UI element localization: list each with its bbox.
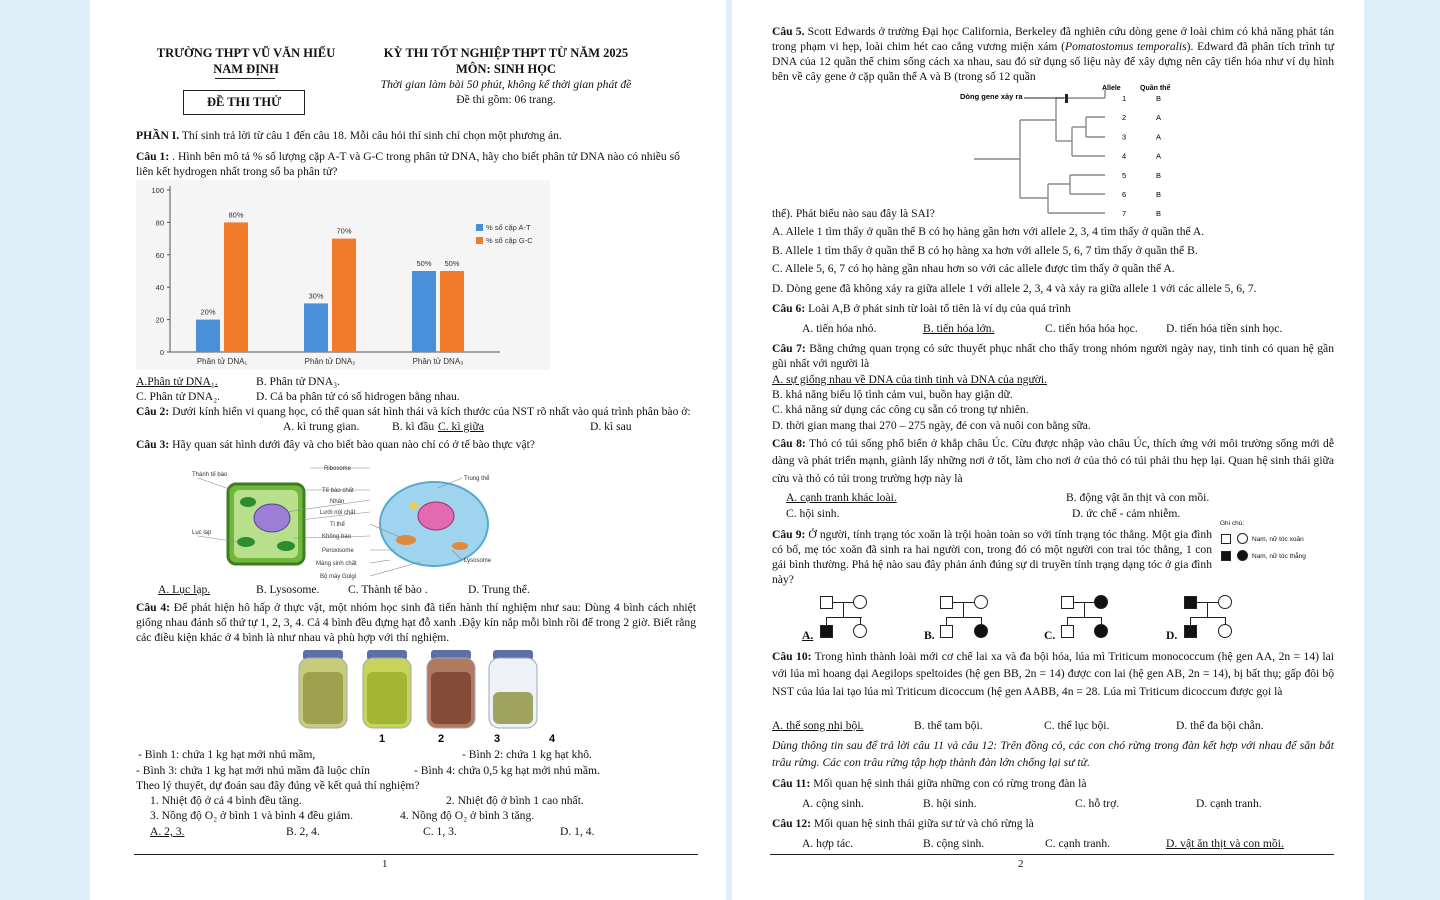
question-6: Câu 6: Loài A,B ở phát sinh từ loài tổ tiên là ví dụ của quá trình [772, 302, 1071, 315]
legend-title: Ghi chú: [1220, 520, 1245, 527]
page-number: 1 [382, 858, 388, 870]
q12-option-d[interactable]: D. vật ăn thịt và con mồi. [1166, 837, 1284, 850]
q4-statement-1: 1. Nhiệt độ ở cả 4 bình đều tăng. [150, 794, 302, 807]
q12-option-b[interactable]: B. cộng sinh. [923, 837, 985, 850]
q11-option-c[interactable]: C. hỗ trợ. [1075, 797, 1120, 810]
question-8: Câu 8: Thỏ có túi sống phổ biến ở khắp châu Úc. Cừu được nhập vào châu Úc, thích ứng với môi trường sống mới dễ dàng và phát triển mạnh, giành lấy những nơi ở tốt, làm cho nơi ở của thỏ có túi phải thu hẹp lại. Quan hệ sinh thái giữa cừu và thỏ có túi trong trường hợp này là [772, 437, 1334, 485]
tree-population-label: B [1156, 209, 1162, 219]
info-passage: Dùng thông tin sau để trả lời câu 11 và câu 12: Trên đồng cỏ, các con chó rừng trong đàn kết hợp với nhau để săn bắt trâu rừng. Các con trâu rừng tập hợp thành đàn lớn chống lại sư tử. [772, 739, 1334, 769]
q4-statement-2: 2. Nhiệt độ ở bình 1 cao nhất. [446, 794, 584, 807]
bar [196, 320, 220, 352]
q2-option-a[interactable]: A. kì trung gian. [283, 420, 360, 433]
bar [440, 271, 464, 352]
question-11: Câu 11: Mối quan hệ sinh thái giữa những con có rừng trong đàn là [772, 777, 1087, 790]
jar-1-desc: - Bình 1: chứa 1 kg hạt mới nhú mầm, [138, 748, 316, 761]
q12-option-c[interactable]: C. cạnh tranh. [1045, 837, 1111, 850]
pedigree-d[interactable] [1150, 590, 1290, 642]
pedigree-b-label: B. [924, 629, 935, 642]
jar-4-desc: - Bình 4: chứa 0,5 kg hạt mới nhú mầm. [414, 764, 600, 777]
q3-option-d[interactable]: D. Trung thể. [468, 583, 530, 596]
q7-option-d[interactable]: D. thời gian mang thai 270 – 275 ngày, đẻ con và nuôi con bằng sữa. [772, 419, 1091, 432]
label-vacuole: Không bào [322, 534, 352, 540]
q4-option-b[interactable]: B. 2, 4. [286, 825, 320, 838]
cell-diagram [190, 460, 520, 582]
tree-population-label: B [1156, 94, 1162, 103]
q4-option-a[interactable]: A. 2, 3. [150, 825, 185, 838]
cell-svg [190, 460, 520, 582]
tree-allele-label: 5 [1122, 170, 1127, 180]
gene-tree-svg [960, 84, 1190, 220]
bar [224, 222, 248, 352]
school-name: TRƯỜNG THPT VŨ VĂN HIẾU [156, 46, 336, 60]
exam-time: Thời gian làm bài 50 phút, không kể thời gian phát đề [380, 78, 632, 91]
footer-rule [134, 854, 698, 855]
jar-number-3: 3 [494, 733, 501, 745]
exam-type-box: ĐỀ THI THỬ [183, 90, 305, 115]
header-underline [215, 78, 275, 79]
q12-option-a[interactable]: A. hợp tác. [802, 837, 854, 850]
jar-number-1: 1 [379, 733, 386, 745]
jar-number-4: 4 [549, 733, 555, 745]
q4-option-d[interactable]: D. 1, 4. [560, 825, 595, 838]
q2-option-d[interactable]: D. kì sau [590, 420, 632, 433]
q1-option-d[interactable]: D. Cả ba phân tử có số hidrogen bằng nhau. [256, 390, 460, 403]
footer-rule-2 [770, 854, 1334, 855]
q8-option-d[interactable]: D. ức chế - cảm nhiễm. [1072, 507, 1181, 520]
data-label: 50% [444, 259, 460, 268]
q1-option-b[interactable]: B. Phân tử DNA₃. [256, 375, 341, 388]
q3-option-c[interactable]: C. Thành tế bào . [348, 583, 428, 596]
tree-col-population: Quần thể [1140, 85, 1171, 92]
question-2: Câu 2: Dưới kính hiển vi quang học, có thể quan sát hình thái và kích thước của NST rõ nhất vào quá trình phân bào ở: [136, 405, 691, 418]
legend-swatch [476, 237, 483, 244]
data-label: 70% [336, 226, 352, 236]
jar-3 [427, 650, 475, 728]
chloroplast-1 [237, 537, 255, 547]
legend-male-straight-icon [1221, 551, 1231, 561]
data-label: 50% [416, 259, 432, 268]
label-golgi: Bộ máy Golgi [320, 574, 357, 580]
question-7: Câu 7: Bằng chứng quan trọng có sức thuyết phục nhất cho thấy trong nhóm người ngày nay, tinh tinh có quan hệ gần gũi nhất với người là [772, 342, 1334, 371]
legend-female-straight-icon [1237, 550, 1248, 561]
school-city: NAM ĐỊNH [213, 62, 279, 76]
data-label: 20% [200, 307, 216, 317]
q10-option-c[interactable]: C. thể lục bội. [1044, 719, 1110, 732]
q4-statement-4: 4. Nồng độ O₂ ở bình 3 tăng. [400, 809, 535, 822]
animal-nucleus [418, 502, 454, 530]
x-tick-label: Phân tử DNA₃ [412, 357, 464, 366]
question-5: Câu 5. Scott Edwards ở trường Đại học California, Berkeley đã nghiên cứu dòng gene ở loài chim có khả năng phát tán trong phạm vi hẹp, loài chim hét cao cẳng vương miện xám (Pomatostomus temporalis). Edward đã phân tích trình tự DNA của 12 quần thể chim sống cách xa nhau, sau đó sử dụng số liệu này để xây dựng nên cây tiến hóa như ví dụ hình bên về cây gene ở cặp quần thể A và B (trong số 12 quần [772, 25, 1334, 84]
data-label: 30% [308, 291, 324, 301]
q6-option-d[interactable]: D. tiến hóa tiền sinh học. [1166, 322, 1283, 335]
q2-option-b[interactable]: B. kì đầu [392, 420, 435, 433]
q7-option-b[interactable]: B. khả năng biểu lộ tình cảm vui, buồn hay giận dữ. [772, 388, 1013, 401]
label-centrosome: Trung thể [464, 476, 490, 482]
jar-4 [489, 650, 537, 728]
legend-curly-label: Nam, nữ tóc xoăn [1252, 536, 1304, 543]
q7-option-a[interactable]: A. sự giống nhau về DNA của tinh tinh và DNA của người. [772, 373, 1048, 386]
legend-swatch [476, 224, 483, 231]
jars-illustration [295, 646, 555, 746]
chloroplast-3 [240, 497, 256, 507]
tree-col-allele: Allele [1102, 85, 1121, 92]
legend-label: % số cặp G-C [486, 236, 533, 245]
jars-svg [295, 646, 555, 746]
pedigree-a[interactable] [772, 590, 912, 642]
tree-allele-label: 4 [1122, 151, 1127, 161]
tree-population-label: A [1156, 132, 1162, 142]
bar [332, 239, 356, 352]
q5-option-d[interactable]: D. Dòng gene đã không xảy ra giữa allele 1 với allele 2, 3, 4 và xảy ra giữa allele 1 với các allele 5, 6, 7. [772, 282, 1257, 295]
legend-female-curly-icon [1237, 533, 1248, 544]
exam-title: KỲ THI TỐT NGHIỆP THPT TỪ NĂM 2025 [383, 46, 629, 60]
jar-1 [299, 650, 347, 728]
label-peroxisome: Peroxisome [322, 548, 354, 554]
q11-option-b[interactable]: B. hội sinh. [923, 797, 977, 810]
q3-option-a[interactable]: A. Lục lạp. [158, 583, 211, 596]
q4-statement-3: 3. Nồng độ O₂ ở bình 1 và bình 4 đều giảm. [150, 809, 354, 822]
pedigree-b[interactable] [904, 590, 1044, 642]
bar [304, 303, 328, 352]
q5-option-a[interactable]: A. Allele 1 tìm thấy ở quần thể B có họ hàng gần hơn với allele 2, 3, 4 tìm thấy ở quần thể A. [772, 225, 1205, 238]
q10-option-b[interactable]: B. thể tam bội. [914, 719, 983, 732]
page-number-2: 2 [1018, 858, 1024, 870]
y-tick-label: 20 [155, 315, 164, 325]
tree-population-label: B [1156, 190, 1162, 199]
question-9: Câu 9: Ở người, tính trạng tóc xoăn là trội hoàn toàn so với tính trạng tóc thẳng. Một gia đình có bố, mẹ tóc xoăn đã sinh ra hai người con, trong đó có một người con trai tóc thẳng, 1 con gái bình thường. Phả hệ nào sau đây phản ánh đúng sự di truyền tính trạng dạng tóc ở gia đình này? [772, 528, 1212, 587]
label-membrane: Màng sinh chất [316, 561, 357, 567]
tree-population-label: B [1156, 170, 1162, 180]
pedigree-legend [1220, 520, 1340, 566]
y-tick-label: 40 [155, 283, 164, 293]
y-tick-label: 0 [159, 348, 164, 357]
exam-page-count: Đề thi gồm: 06 trang. [456, 93, 556, 106]
tree-allele-label: 1 [1122, 94, 1127, 103]
legend-male-curly-icon [1221, 534, 1231, 544]
jar-number-2: 2 [438, 733, 445, 745]
q6-option-b[interactable]: B. tiến hóa lớn. [923, 322, 995, 335]
plant-nucleus [254, 504, 290, 532]
legend-label: % số cặp A-T [486, 223, 531, 232]
exam-page-2 [732, 0, 1364, 900]
y-tick-label: 100 [151, 186, 164, 195]
pedigree-a-label: A. [802, 629, 814, 642]
tree-allele-label: 7 [1122, 209, 1127, 219]
q6-option-c[interactable]: C. tiến hóa hóa học. [1045, 322, 1138, 335]
gene-tree [960, 84, 1190, 220]
tree-allele-label: 6 [1122, 190, 1127, 199]
jar-2-desc: - Bình 2: chứa 1 kg hạt khô. [462, 748, 592, 761]
dna-chart [136, 180, 550, 370]
q8-option-b[interactable]: B. động vật ăn thịt và con mồi. [1066, 491, 1210, 504]
jar-2 [363, 650, 411, 728]
tree-allele-label: 3 [1122, 132, 1127, 142]
label-lysosome: Lysosome [464, 558, 492, 564]
question-5-cont: thể). Phát biểu nào sau đây là SAI? [772, 207, 935, 220]
question-3: Câu 3: Hãy quan sát hình dưới đây và cho biết bào quan nào chỉ có ở tế bào thực vật? [136, 438, 535, 451]
tree-population-label: A [1156, 113, 1162, 123]
q11-option-a[interactable]: A. cộng sinh. [802, 797, 864, 810]
label-cytoplasm: Tế bào chất [322, 488, 354, 494]
q1-option-c[interactable]: C. Phân tử DNA₂. [136, 390, 221, 403]
q8-option-c[interactable]: C. hội sinh. [786, 507, 840, 520]
label-nucleus: Nhân [330, 499, 345, 505]
question-12: Câu 12: Mối quan hệ sinh thái giữa sư tử và chó rừng là [772, 817, 1034, 830]
tree-gene-flow-label: Dòng gene xảy ra [960, 92, 1023, 101]
data-label: 80% [228, 210, 244, 220]
legend-straight-label: Nam, nữ tóc thẳng [1252, 553, 1306, 560]
bar [412, 271, 436, 352]
q1-option-a[interactable]: A.Phân tử DNA₁. [136, 375, 218, 388]
label-er: Lưới nội chất [320, 510, 356, 516]
q10-option-d[interactable]: D. thể đa bội chẵn. [1176, 719, 1264, 732]
q8-option-a[interactable]: A. cạnh tranh khác loài. [786, 491, 897, 504]
exam-page-1 [90, 0, 726, 900]
label-chloroplast: Lục lạp [192, 530, 212, 536]
jar-3-desc: - Bình 3: chứa 1 kg hạt mới nhú mầm đã luộc chín [136, 764, 370, 777]
q11-option-d[interactable]: D. cạnh tranh. [1196, 797, 1262, 810]
dna-bar-chart [136, 180, 550, 370]
q2-option-c[interactable]: C. kì giữa [438, 420, 484, 433]
x-tick-label: Phân tử DNA₁ [196, 357, 248, 366]
q6-option-a[interactable]: A. tiến hóa nhỏ. [802, 322, 877, 335]
chloroplast-2 [277, 541, 295, 551]
q5-option-c[interactable]: C. Allele 5, 6, 7 có họ hàng gần nhau hơn so với các allele được tìm thấy ở quần thể A. [772, 262, 1175, 275]
label-cell-wall: Thành tế bào [192, 472, 228, 478]
label-mitochondria: Ti thể [330, 522, 345, 528]
question-10: Câu 10: Trong hình thành loài mới cơ chế lai xa và đa bội hóa, lúa mì Triticum monococcum (hệ gen AA, 2n = 14) lai với lúa mì hoang dại Aegilops speltoides (hệ gen BB, 2n = 14) được con lai (hệ gen AB, 2n = 14), bị bất thụ; gấp đôi bộ NST của lúa lai tạo lúa mì Triticum dicoccum (hệ gen AABB, 4n = 28. Lúa mì Triticum dicoccum được gọi là [772, 650, 1334, 698]
part-1-heading: PHẦN I. Thí sinh trả lời từ câu 1 đến câu 18. Mỗi câu hỏi thí sinh chỉ chọn một phương án. [136, 129, 562, 142]
q5-option-b[interactable]: B. Allele 1 tìm thấy ở quần thể B có họ hàng xa hơn với allele 5, 6, 7 tìm thấy ở quần thể B. [772, 244, 1198, 257]
q3-option-b[interactable]: B. Lysosome. [256, 583, 320, 596]
y-tick-label: 60 [155, 250, 164, 260]
y-tick-label: 80 [155, 218, 164, 228]
q7-option-c[interactable]: C. khả năng sử dụng các công cụ sẵn có trong tự nhiên. [772, 403, 1029, 416]
label-ribosome: Ribosome [324, 466, 352, 472]
x-tick-label: Phân tử DNA₂ [304, 357, 356, 366]
pedigree-c[interactable] [1024, 590, 1164, 642]
question-4: Câu 4: Để phát hiện hô hấp ở thực vật, một nhóm học sinh đã tiến hành thí nghiệm như sau: Dùng 4 bình cách nhiệt giống nhau đánh số thứ tự 1, 2, 3, 4. Cả 4 bình đều đựng hạt đỗ xanh .Đậy kín nắp mỗi bình rồi để trong 2 giờ. Biết rằng các điều kiện khác ở 4 bình là như nhau và phù hợp với thí nghiệm. [136, 601, 696, 645]
q10-option-a[interactable]: A. thể song nhị bội. [772, 719, 864, 732]
question-1: Câu 1: . Hình bên mô tả % số lượng cặp A-T và G-C trong phân tử DNA, hãy cho biết phân tử DNA nào có nhiều số liên kết hydrogen nhất trong số ba phân tử? [136, 150, 680, 179]
pedigree-c-label: C. [1044, 629, 1056, 642]
pedigree-d-label: D. [1166, 629, 1178, 642]
q4-option-c[interactable]: C. 1, 3. [423, 825, 457, 838]
tree-allele-label: 2 [1122, 113, 1127, 123]
q4-prompt: Theo lý thuyết, dự đoán sau đây đúng về kết quả thí nghiệm? [136, 779, 420, 792]
exam-subject: MÔN: SINH HỌC [456, 62, 556, 76]
tree-population-label: A [1156, 151, 1162, 161]
